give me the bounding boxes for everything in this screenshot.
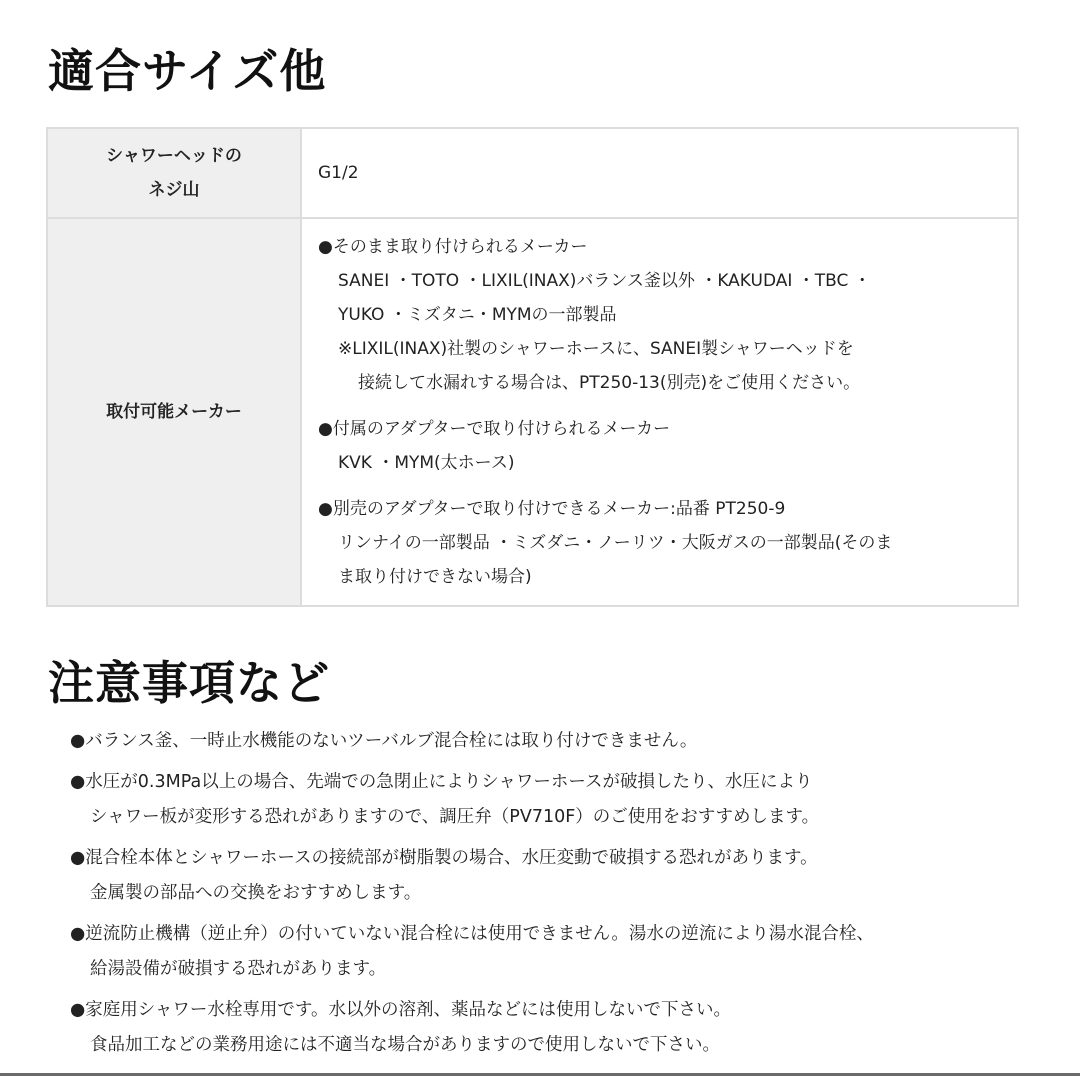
maker-group-direct <box>318 230 1016 400</box>
maker-list-line: KVK ・MYM(太ホース) <box>338 453 515 473</box>
caution-line: ●水圧が0.3MPa以上の場合、先端での急閉止によりシャワーホースが破損したり、水圧により <box>70 772 813 792</box>
thread-size-value-cell <box>301 128 1018 218</box>
maker-group-heading: ●別売のアダプターで取り付けできるメーカー:品番 PT250-9 <box>318 499 786 519</box>
thread-size-value: G1/2 <box>318 163 359 183</box>
maker-list-line: YUKO ・ミズタニ・MYMの一部製品 <box>338 305 617 325</box>
caution-line: 食品加工などの業務用途には不適当な場合がありますので使用しないで下さい。 <box>90 1035 720 1055</box>
caution-line: ●混合栓本体とシャワーホースの接続部が樹脂製の場合、水圧変動で破損する恐れがあります。 <box>70 848 818 868</box>
caution-item <box>70 765 1060 835</box>
caution-line: ●家庭用シャワー水栓専用です。水以外の溶剤、薬品などには使用しないで下さい。 <box>70 1000 732 1020</box>
table-row-thread-size <box>47 128 1018 218</box>
maker-note-line: 接続して水漏れする場合は、PT250-13(別売)をご使用ください。 <box>358 373 861 393</box>
caution-item <box>70 993 1060 1063</box>
thread-size-label <box>47 128 301 218</box>
caution-item <box>70 841 1060 911</box>
caution-line: 金属製の部品への交換をおすすめします。 <box>90 883 422 903</box>
maker-group-heading: ●そのまま取り付けられるメーカー <box>318 237 588 257</box>
maker-list-line: SANEI ・TOTO ・LIXIL(INAX)バランス釜以外 ・KAKUDAI ・TBC ・ <box>338 271 871 291</box>
cautions-list <box>70 724 1060 1069</box>
thread-size-label-line: ネジ山 <box>148 180 200 200</box>
caution-line: シャワー板が変形する恐れがありますので、調圧弁（PV710F）のご使用をおすすめします。 <box>90 807 820 827</box>
caution-line: ●逆流防止機構（逆止弁）の付いていない混合栓には使用できません。湯水の逆流により湯水混合栓、 <box>70 924 874 944</box>
caution-line: ●バランス釜、一時止水機能のないツーバルブ混合栓には取り付けできません。 <box>70 731 698 751</box>
maker-note-line: ※LIXIL(INAX)社製のシャワーホースに、SANEI製シャワーヘッドを <box>338 339 854 359</box>
table-row-compatible-makers <box>47 218 1018 606</box>
maker-list-line: リンナイの一部製品 ・ミズダニ・ノーリツ・大阪ガスの一部製品(そのま <box>338 533 893 553</box>
compatible-makers-label: 取付可能メーカー <box>47 218 301 606</box>
cautions-section-title: 注意事項など <box>48 656 330 710</box>
caution-line: 給湯設備が破損する恐れがあります。 <box>90 959 387 979</box>
thread-size-label-line: シャワーヘッドの <box>106 146 242 166</box>
compatibility-section-title: 適合サイズ他 <box>48 44 327 98</box>
maker-list-line: ま取り付けできない場合) <box>338 567 532 587</box>
maker-group-separate-adapter <box>318 492 1016 594</box>
caution-item <box>70 724 1060 759</box>
maker-group-included-adapter <box>318 412 1016 480</box>
maker-group-heading: ●付属のアダプターで取り付けられるメーカー <box>318 419 671 439</box>
compatibility-table <box>46 127 1019 607</box>
compatible-makers-value-cell <box>301 218 1018 606</box>
caution-item <box>70 917 1060 987</box>
